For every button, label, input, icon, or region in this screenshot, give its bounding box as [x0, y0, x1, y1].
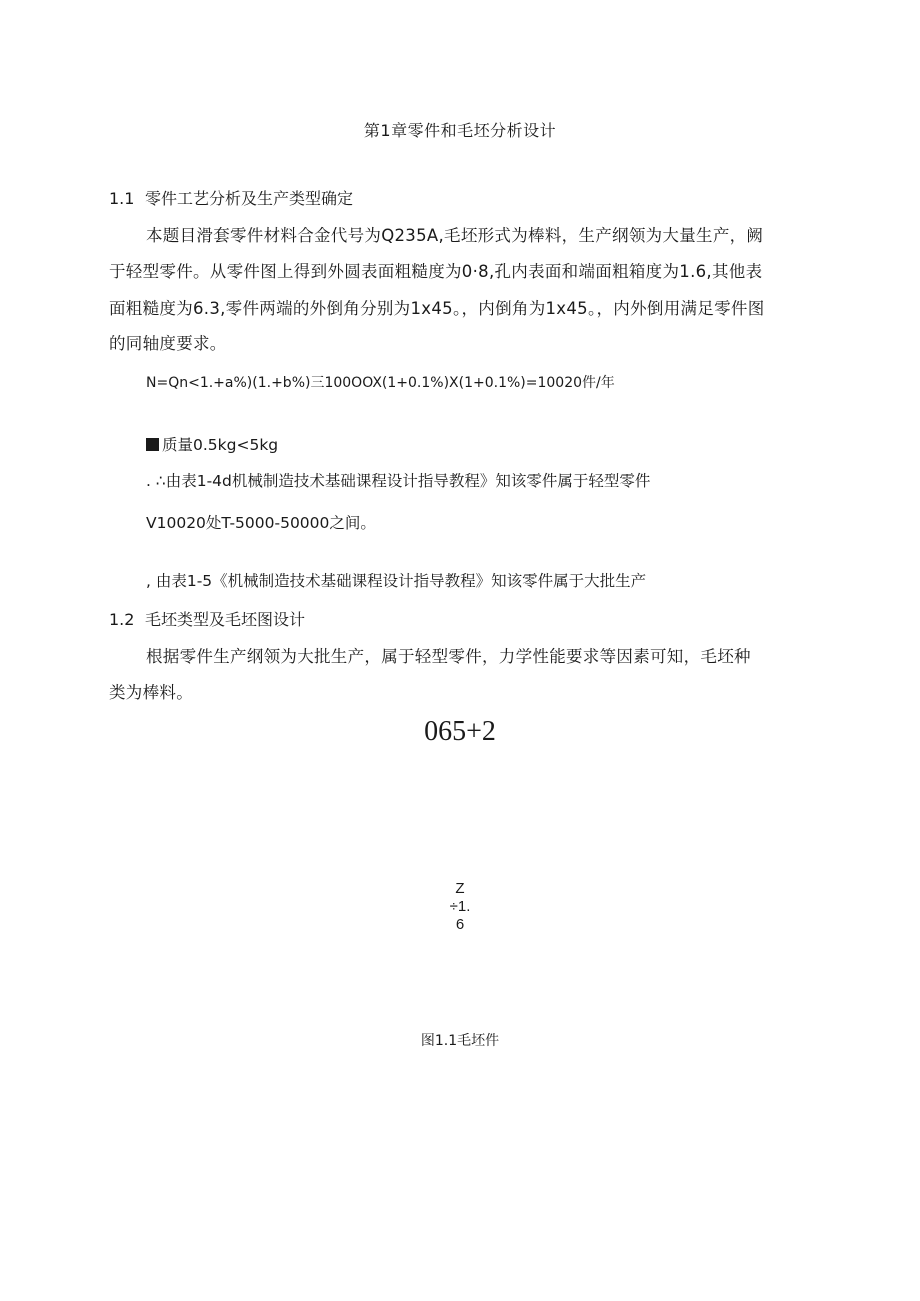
range-line: V10020处T-5000-50000之间。: [146, 514, 376, 532]
section-heading-1-1: [109, 186, 353, 209]
mass-line: [146, 433, 278, 455]
paragraph-line: 于轻型零件。从零件图上得到外圆表面粗糙度为0·8,孔内表面和端面粗箱度为1.6,其他表: [109, 262, 763, 281]
conclusion-light-part: . ∴由表1-4d机械制造技术基础课程设计指导教程》知该零件属于轻型零件: [146, 472, 651, 490]
figure-annotation-line: ÷1.: [449, 898, 471, 915]
paragraph-line: 本题目滑套零件材料合金代号为Q235A,毛坯形式为棒料，生产纲领为大量生产，阙: [146, 226, 764, 245]
production-formula: N=Qn<1.+a%)(1.+b%)三100OOX(1+0.1%)X(1+0.1%)=10020件/年: [146, 375, 615, 391]
chapter-title: 第1章零件和毛坯分析设计: [363, 121, 557, 140]
section-heading-1-2: [109, 607, 305, 630]
conclusion-batch-production: , 由表1-5《机械制造技术基础课程设计指导教程》知该零件属于大批生产: [146, 572, 647, 590]
paragraph-line: 的同轴度要求。: [109, 334, 227, 353]
mass-text: 质量0.5kg<5kg: [162, 436, 279, 454]
section-title: 零件工艺分析及生产类型确定: [145, 189, 354, 208]
figure-caption: 图1.1毛坯件: [420, 1033, 500, 1049]
paragraph-line: 类为棒料。: [109, 683, 193, 702]
paragraph-line: 面粗糙度为6.3,零件两端的外倒角分别为1x45。，内倒角为1x45。，内外倒用满足零件图: [109, 299, 765, 318]
figure-annotation-line: 6: [455, 916, 465, 933]
square-bullet-icon: [146, 438, 159, 451]
section-number: 1.2: [109, 610, 135, 629]
blank-dimension: 065+2: [424, 716, 496, 747]
figure-annotation-line: Z: [455, 880, 465, 897]
paragraph-line: 根据零件生产纲领为大批生产，属于轻型零件，力学性能要求等因素可知，毛坯种: [146, 647, 751, 666]
section-number: 1.1: [109, 189, 135, 208]
section-title: 毛坯类型及毛坯图设计: [145, 610, 306, 629]
